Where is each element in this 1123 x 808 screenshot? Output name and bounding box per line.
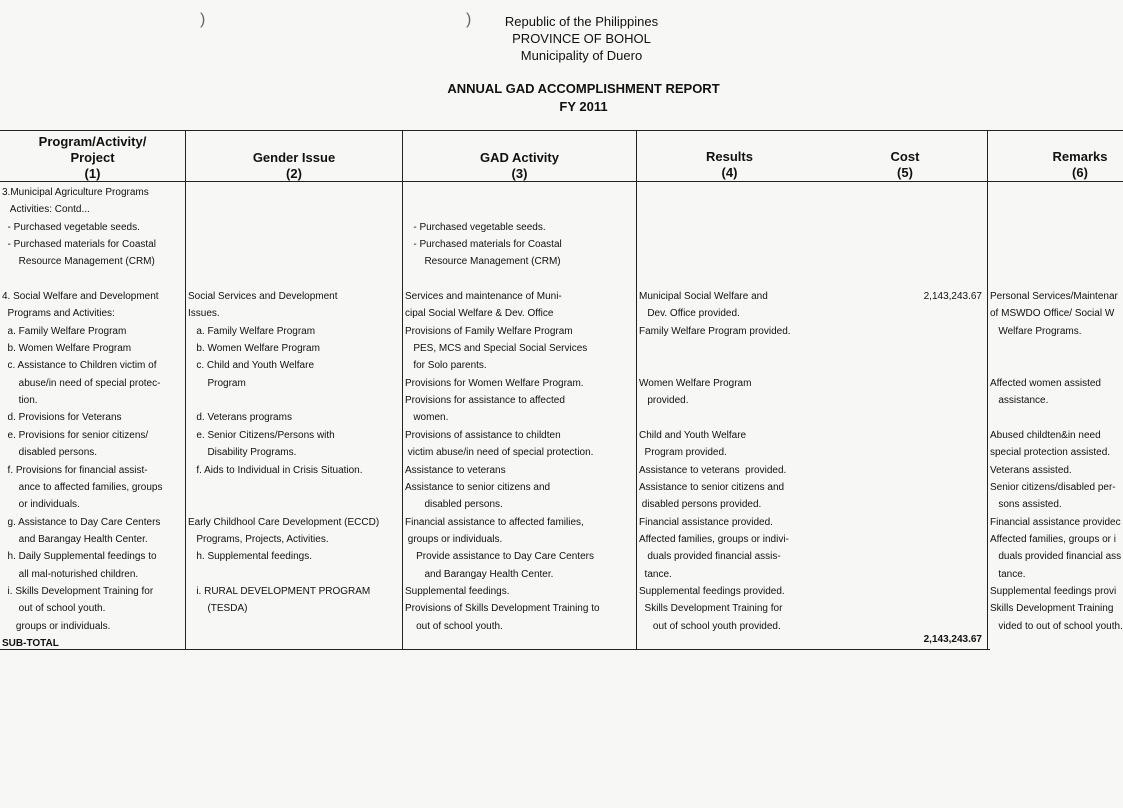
cell-line: Financial assistance to affected families,: [405, 516, 584, 528]
cell-line: Financial assistance providec: [990, 516, 1121, 528]
cell-line: Skills Development Training: [990, 603, 1114, 615]
cell-line: f. Aids to Individual in Crisis Situation.: [188, 464, 363, 476]
cell-line: Senior citizens/disabled per-: [990, 481, 1116, 493]
cell-line: Skills Development Training for: [639, 603, 783, 615]
cell-line: [639, 409, 819, 426]
column-header-cost: Cost (5): [890, 149, 920, 180]
cell-line: Services and maintenance of Muni-: [405, 291, 562, 303]
cell-line: Affected women assisted: [990, 377, 1101, 389]
cell-line: [990, 236, 1123, 253]
cell-line: [639, 201, 819, 218]
cell-line: 4. Social Welfare and Development: [2, 291, 159, 303]
fiscal-year: FY 2011: [559, 99, 608, 114]
cell-line: h. Daily Supplemental feedings to: [2, 551, 157, 563]
cell-line: Affected families, groups or indivi-: [639, 533, 789, 545]
column-header-program: Program/Activity/ Project (1): [38, 134, 147, 181]
cell-line: d. Veterans programs: [188, 412, 292, 424]
cell-line: [990, 219, 1123, 236]
cell-line: disabled persons.: [2, 447, 98, 459]
report-title-block: [0, 80, 1123, 116]
cell-line: a. Family Welfare Program: [2, 325, 127, 337]
column-gad-activity: [405, 184, 635, 635]
cell-line: Personal Services/Maintenar: [990, 291, 1118, 303]
document-header: [0, 13, 1123, 64]
cell-line: [2, 271, 184, 288]
cell-line: Affected families, groups or i: [990, 533, 1116, 545]
column-header-gad-activity: GAD Activity (3): [480, 150, 559, 181]
cell-line: assistance.: [990, 395, 1049, 407]
cell-line: Supplemental feedings provided.: [639, 585, 785, 597]
cell-line: [188, 271, 401, 288]
cell-line: PES, MCS and Special Social Services: [405, 343, 588, 355]
cell-line: [405, 271, 635, 288]
cell-line: victim abuse/in need of special protection.: [405, 447, 594, 459]
cell-line: Assistance to veterans: [405, 464, 506, 476]
cell-line: Program provided.: [639, 447, 727, 459]
cell-line: out of school youth provided.: [639, 620, 781, 632]
cell-line: [639, 340, 819, 357]
cell-line: [188, 479, 401, 496]
cell-line: Provide assistance to Day Care Centers: [405, 551, 594, 563]
punch-mark-center: ): [466, 11, 472, 28]
cell-line: [405, 201, 635, 218]
cell-line: Municipal Social Welfare and: [639, 291, 768, 303]
column-header-remarks: Remarks (6): [1052, 149, 1108, 180]
cell-line: of MSWDO Office/ Social W: [990, 308, 1115, 320]
cell-line: [990, 357, 1123, 374]
cell-line: [990, 271, 1123, 288]
cell-line: Assistance to senior citizens and: [405, 481, 551, 493]
cell-line: - Purchased materials for Coastal: [405, 239, 562, 251]
cost-subtotal: 2,143,243.67: [923, 634, 982, 645]
cell-line: women.: [405, 412, 449, 424]
cell-line: [990, 253, 1123, 270]
column-divider-2: [402, 130, 403, 650]
cell-line: [188, 566, 401, 583]
cell-line: b. Women Welfare Program: [188, 343, 320, 355]
cell-line: Dev. Office provided.: [639, 308, 740, 320]
cell-line: Resource Management (CRM): [405, 256, 561, 268]
cell-line: tance.: [990, 568, 1026, 580]
column-gender-issue: [188, 184, 401, 635]
cell-line: Provisions for Women Welfare Program.: [405, 377, 584, 389]
cost-social-welfare: 2,143,243.67: [923, 291, 982, 302]
cell-line: i. Skills Development Training for: [2, 585, 154, 597]
cell-line: Disability Programs.: [188, 447, 297, 459]
cell-line: Assistance to veterans provided.: [639, 464, 787, 476]
cell-line: [990, 184, 1123, 201]
header-line-province: PROVINCE OF BOHOL: [512, 31, 651, 46]
cell-line: Program: [188, 377, 246, 389]
cell-line: abuse/in need of special protec-: [2, 377, 161, 389]
cell-line: Women Welfare Program: [639, 377, 752, 389]
cell-line: (TESDA): [188, 603, 248, 615]
cell-line: Provisions of Skills Development Training to: [405, 603, 600, 615]
cell-line: [188, 219, 401, 236]
cell-line: [990, 409, 1123, 426]
cell-line: [188, 496, 401, 513]
cell-line: e. Provisions for senior citizens/: [2, 429, 149, 441]
cell-line: out of school youth.: [405, 620, 503, 632]
table-bottom-rule: [0, 649, 990, 650]
cell-line: Activities: Contd...: [2, 204, 90, 216]
cell-line: Programs and Activities:: [2, 308, 115, 320]
report-title: ANNUAL GAD ACCOMPLISHMENT REPORT: [447, 81, 720, 96]
cell-line: sons assisted.: [990, 499, 1062, 511]
cell-line: Welfare Programs.: [990, 325, 1082, 337]
cell-line: Veterans assisted.: [990, 464, 1072, 476]
cell-line: Issues.: [188, 308, 220, 320]
cell-line: [188, 184, 401, 201]
table-top-rule: [0, 130, 1123, 131]
cell-line: [188, 236, 401, 253]
cell-line: Provisions of assistance to childten: [405, 429, 561, 441]
cell-line: h. Supplemental feedings.: [188, 551, 312, 563]
cell-line: groups or individuals.: [2, 620, 111, 632]
cell-line: - Purchased vegetable seeds.: [2, 221, 140, 233]
cell-line: and Barangay Health Center.: [405, 568, 554, 580]
cell-line: special protection assisted.: [990, 447, 1111, 459]
cell-line: Programs, Projects, Activities.: [188, 533, 329, 545]
cell-line: [188, 253, 401, 270]
cell-line: disabled persons.: [405, 499, 503, 511]
cell-line: disabled persons provided.: [639, 499, 762, 511]
column-remarks: [990, 184, 1123, 635]
cell-line: Child and Youth Welfare: [639, 429, 747, 441]
cell-line: for Solo parents.: [405, 360, 487, 372]
cell-line: [188, 392, 401, 409]
cell-line: a. Family Welfare Program: [188, 325, 316, 337]
cell-line: duals provided financial assis-: [639, 551, 781, 563]
cell-line: cipal Social Welfare & Dev. Office: [405, 308, 554, 320]
cell-line: all mal-noturished children.: [2, 568, 139, 580]
subtotal-label: SUB-TOTAL: [2, 638, 59, 649]
cell-line: b. Women Welfare Program: [2, 343, 132, 355]
cell-line: groups or individuals.: [405, 533, 503, 545]
cell-line: [639, 236, 819, 253]
cell-line: Supplemental feedings provi: [990, 585, 1117, 597]
cell-line: Abused childten&in need: [990, 429, 1101, 441]
header-line-republic: Republic of the Philippines: [504, 14, 659, 29]
punch-mark-left: ): [200, 11, 206, 28]
cell-line: [639, 271, 819, 288]
cell-line: [639, 184, 819, 201]
cell-line: d. Provisions for Veterans: [2, 412, 122, 424]
cell-line: [990, 340, 1123, 357]
cell-line: or individuals.: [2, 499, 80, 511]
cell-line: - Purchased materials for Coastal: [2, 239, 156, 251]
cell-line: - Purchased vegetable seeds.: [405, 221, 546, 233]
cell-line: [405, 184, 635, 201]
cell-line: tance.: [639, 568, 672, 580]
cell-line: vided to out of school youth.: [990, 620, 1123, 632]
cell-line: [639, 357, 819, 374]
cell-line: ance to affected families, groups: [2, 481, 163, 493]
cell-line: Provisions for assistance to affected: [405, 395, 565, 407]
cell-line: and Barangay Health Center.: [2, 533, 148, 545]
cell-line: Resource Management (CRM): [2, 256, 155, 268]
cell-line: Financial assistance provided.: [639, 516, 773, 528]
cell-line: c. Child and Youth Welfare: [188, 360, 315, 372]
cell-line: [188, 618, 401, 635]
cell-line: Family Welfare Program provided.: [639, 325, 791, 337]
column-results: [639, 184, 819, 635]
cell-line: tion.: [2, 395, 38, 407]
cell-line: Provisions of Family Welfare Program: [405, 325, 573, 337]
cell-line: c. Assistance to Children victim of: [2, 360, 157, 372]
cell-line: provided.: [639, 395, 689, 407]
cell-line: f. Provisions for financial assist-: [2, 464, 148, 476]
cell-line: duals provided financial ass: [990, 551, 1122, 563]
cell-line: [990, 201, 1123, 218]
cell-line: [639, 253, 819, 270]
cell-line: out of school youth.: [2, 603, 106, 615]
column-divider-1: [185, 130, 186, 650]
cell-line: [639, 219, 819, 236]
cell-line: 3.Municipal Agriculture Programs: [2, 187, 149, 198]
cell-line: Supplemental feedings.: [405, 585, 510, 597]
cell-line: [188, 201, 401, 218]
column-header-gender-issue: Gender Issue (2): [252, 150, 336, 181]
cell-line: Social Services and Development: [188, 291, 338, 303]
cell-line: e. Senior Citizens/Persons with: [188, 429, 335, 441]
column-divider-4: [987, 130, 988, 650]
header-line-municipality: Municipality of Duero: [520, 48, 643, 63]
column-program-activity: [2, 184, 184, 635]
cell-line: i. RURAL DEVELOPMENT PROGRAM: [188, 585, 371, 597]
cell-line: Early Childhool Care Development (ECCD): [188, 516, 380, 528]
cell-line: Assistance to senior citizens and: [639, 481, 785, 493]
column-header-results: Results (4): [706, 149, 753, 180]
column-divider-3: [636, 130, 637, 650]
cell-line: g. Assistance to Day Care Centers: [2, 516, 161, 528]
